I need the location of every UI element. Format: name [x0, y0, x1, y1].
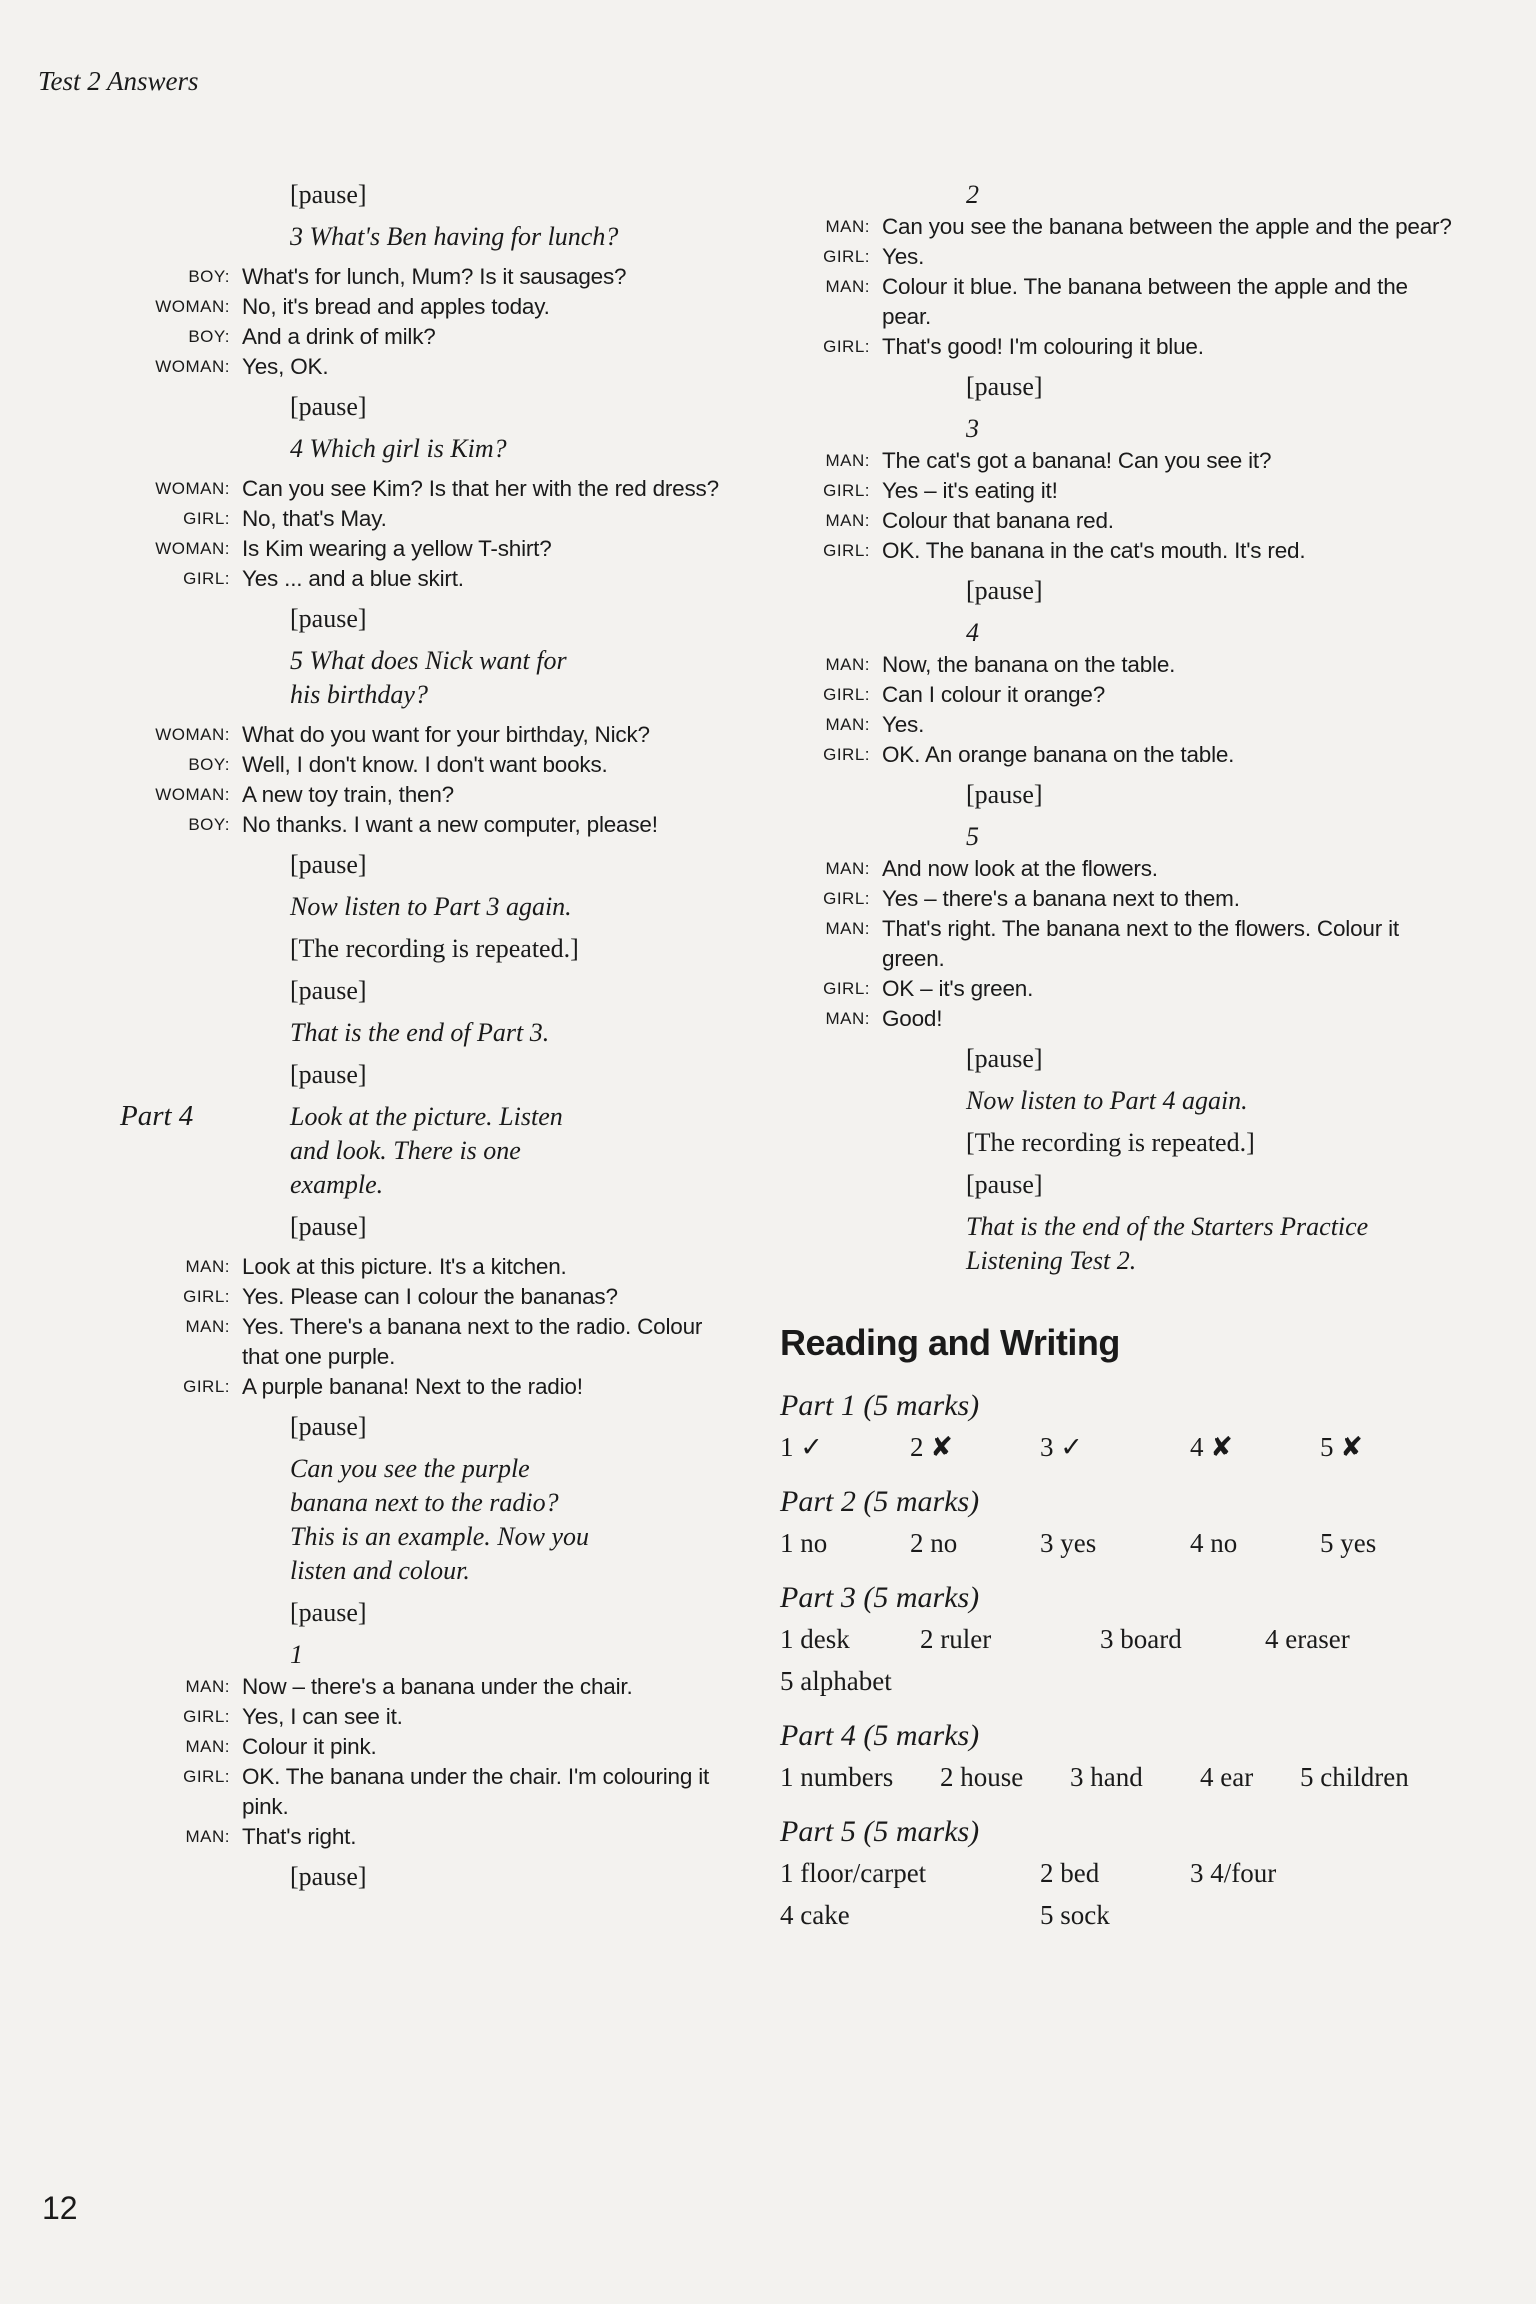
- dialogue-text: Is Kim wearing a yellow T-shirt?: [242, 536, 552, 561]
- speaker-label: MAN:: [185, 1677, 230, 1696]
- dialogue-text: Yes.: [882, 244, 925, 269]
- speaker-label: WOMAN:: [155, 297, 230, 316]
- dialogue-line: [150, 504, 740, 534]
- answer-item: 5 yes: [1320, 1528, 1377, 1558]
- dialogue-text: No, it's bread and apples today.: [242, 294, 550, 319]
- dialogue-line: [150, 1822, 740, 1852]
- speaker-label: MAN:: [825, 655, 870, 674]
- speaker-label: GIRL:: [823, 481, 870, 500]
- speaker-label: GIRL:: [183, 509, 230, 528]
- answer-item: 5 children: [1300, 1762, 1409, 1792]
- pause: [pause]: [966, 576, 1043, 605]
- dialogue-text: Now, the banana on the table.: [882, 652, 1176, 677]
- speaker-label: BOY:: [188, 755, 230, 774]
- answer-item: 4 no: [1190, 1528, 1238, 1558]
- dialogue: [150, 1252, 740, 1402]
- answer-item: 1 desk: [780, 1624, 850, 1654]
- speaker-label: GIRL:: [823, 979, 870, 998]
- item-number: 2: [966, 180, 979, 209]
- pause: [pause]: [290, 604, 367, 633]
- dialogue-line: [780, 506, 1460, 536]
- answer-item: 2 house: [940, 1762, 1024, 1792]
- answer-part-title: Part 3 (5 marks): [780, 1581, 980, 1614]
- dialogue-text: Can I colour it orange?: [882, 682, 1106, 707]
- dialogue-text: What's for lunch, Mum? Is it sausages?: [242, 264, 627, 289]
- answer-item: 3 4/four: [1190, 1858, 1277, 1888]
- dialogue-line: [150, 564, 740, 594]
- question-heading: 5 What does Nick want for his birthday?: [290, 646, 567, 709]
- answer-item: 4 cake: [780, 1900, 850, 1930]
- speaker-label: BOY:: [188, 327, 230, 346]
- answer-part-title: Part 5 (5 marks): [780, 1815, 980, 1848]
- dialogue-line: [780, 212, 1460, 242]
- dialogue-text: A purple banana! Next to the radio!: [242, 1374, 583, 1399]
- dialogue-line: [150, 474, 740, 504]
- dialogue-line: [150, 1312, 740, 1372]
- answer-item: 4 eraser: [1265, 1624, 1350, 1654]
- dialogue: [780, 446, 1460, 566]
- speaker-label: MAN:: [825, 1009, 870, 1028]
- answer-item: 3 yes: [1040, 1528, 1097, 1558]
- dialogue-line: [780, 242, 1460, 272]
- speaker-label: GIRL:: [183, 1767, 230, 1786]
- pause: [pause]: [966, 1044, 1043, 1073]
- answer-item: 3 board: [1100, 1624, 1182, 1654]
- dialogue-text: Good!: [882, 1006, 943, 1031]
- dialogue-text: Can you see the banana between the apple and the pear?: [882, 214, 1452, 239]
- answer-item: 2 ✘: [910, 1432, 953, 1462]
- dialogue-text: Yes, I can see it.: [242, 1704, 403, 1729]
- instruction: Look at the picture. Listen and look. There is one example.: [290, 1102, 563, 1199]
- answer-item: 2 no: [910, 1528, 958, 1558]
- question-heading: 3 What's Ben having for lunch?: [290, 222, 619, 251]
- speaker-label: GIRL:: [183, 1287, 230, 1306]
- dialogue: [780, 854, 1460, 1034]
- dialogue: [150, 262, 740, 382]
- answer-item: 4 ear: [1200, 1762, 1254, 1792]
- question-heading: 4 Which girl is Kim?: [290, 434, 507, 463]
- dialogue-line: [150, 292, 740, 322]
- answer-item: 3 ✓: [1040, 1432, 1083, 1462]
- speaker-label: MAN:: [825, 277, 870, 296]
- dialogue: [780, 212, 1460, 362]
- dialogue-text: Yes. There's a banana next to the radio. Colour that one purple.: [242, 1314, 703, 1369]
- answer-item: 2 bed: [1040, 1858, 1100, 1888]
- dialogue-line: [150, 262, 740, 292]
- dialogue-text: OK. The banana under the chair. I'm colouring it pink.: [242, 1764, 710, 1819]
- dialogue-text: Yes – it's eating it!: [882, 478, 1058, 503]
- dialogue-text: That's right.: [242, 1824, 357, 1849]
- answer-item: 3 hand: [1070, 1762, 1143, 1792]
- reading-writing-section: [780, 1322, 1460, 1936]
- speaker-label: GIRL:: [823, 337, 870, 356]
- speaker-label: MAN:: [825, 217, 870, 236]
- dialogue-text: What do you want for your birthday, Nick?: [242, 722, 650, 747]
- item-number: 5: [966, 822, 979, 851]
- speaker-label: GIRL:: [183, 569, 230, 588]
- instruction: That is the end of the Starters Practice Listening Test 2.: [966, 1212, 1369, 1275]
- instruction: Now listen to Part 4 again.: [966, 1086, 1248, 1115]
- dialogue-line: [780, 272, 1460, 332]
- dialogue-line: [780, 536, 1460, 566]
- dialogue-text: No, that's May.: [242, 506, 387, 531]
- section-heading: Reading and Writing: [780, 1322, 1120, 1363]
- dialogue-line: [150, 1732, 740, 1762]
- dialogue-text: OK – it's green.: [882, 976, 1034, 1001]
- dialogue-text: Colour that banana red.: [882, 508, 1114, 533]
- speaker-label: WOMAN:: [155, 357, 230, 376]
- dialogue-text: Yes, OK.: [242, 354, 329, 379]
- dialogue-text: Yes ... and a blue skirt.: [242, 566, 464, 591]
- instruction: That is the end of Part 3.: [290, 1018, 550, 1047]
- dialogue-text: The cat's got a banana! Can you see it?: [882, 448, 1272, 473]
- dialogue-text: Yes.: [882, 712, 925, 737]
- dialogue-line: [780, 446, 1460, 476]
- dialogue-text: No thanks. I want a new computer, please!: [242, 812, 658, 837]
- dialogue-text: OK. The banana in the cat's mouth. It's red.: [882, 538, 1306, 563]
- speaker-label: GIRL:: [823, 889, 870, 908]
- right-column: [780, 178, 1460, 1950]
- dialogue-text: And a drink of milk?: [242, 324, 436, 349]
- dialogue-line: [780, 710, 1460, 740]
- speaker-label: MAN:: [185, 1737, 230, 1756]
- dialogue-line: [780, 974, 1460, 1004]
- instruction: [The recording is repeated.]: [966, 1128, 1255, 1157]
- speaker-label: BOY:: [188, 815, 230, 834]
- dialogue-line: [150, 322, 740, 352]
- instruction: Now listen to Part 3 again.: [290, 892, 572, 921]
- dialogue-text: Well, I don't know. I don't want books.: [242, 752, 608, 777]
- speaker-label: MAN:: [185, 1827, 230, 1846]
- dialogue-text: Colour it blue. The banana between the apple and the pear.: [882, 274, 1408, 329]
- answer-part-title: Part 2 (5 marks): [780, 1485, 980, 1518]
- part-label: Part 4: [120, 1100, 194, 1132]
- dialogue: [150, 474, 740, 594]
- pause: [pause]: [290, 850, 367, 879]
- speaker-label: GIRL:: [183, 1707, 230, 1726]
- answer-part-title: Part 1 (5 marks): [780, 1389, 980, 1422]
- pause: [pause]: [290, 1412, 367, 1441]
- speaker-label: GIRL:: [183, 1377, 230, 1396]
- answer-part-title: Part 4 (5 marks): [780, 1719, 980, 1752]
- pause: [pause]: [290, 1212, 367, 1241]
- dialogue-line: [780, 914, 1460, 974]
- pause: [pause]: [290, 1598, 367, 1627]
- dialogue-line: [150, 810, 740, 840]
- speaker-label: WOMAN:: [155, 539, 230, 558]
- dialogue: [780, 650, 1460, 770]
- pause: [pause]: [966, 372, 1043, 401]
- speaker-label: WOMAN:: [155, 725, 230, 744]
- speaker-label: BOY:: [188, 267, 230, 286]
- dialogue-line: [150, 534, 740, 564]
- speaker-label: MAN:: [185, 1257, 230, 1276]
- dialogue-text: That's right. The banana next to the flowers. Colour it green.: [882, 916, 1399, 971]
- dialogue-line: [150, 1372, 740, 1402]
- dialogue-text: Can you see Kim? Is that her with the red dress?: [242, 476, 719, 501]
- dialogue-line: [150, 1672, 740, 1702]
- dialogue-line: [150, 1252, 740, 1282]
- page-number: 12: [42, 2190, 78, 2226]
- dialogue-line: [150, 720, 740, 750]
- answer-item: 1 ✓: [780, 1432, 823, 1462]
- dialogue-line: [780, 740, 1460, 770]
- item-number: 1: [290, 1640, 303, 1669]
- speaker-label: MAN:: [825, 511, 870, 530]
- answer-item: 5 ✘: [1320, 1432, 1363, 1462]
- dialogue-text: A new toy train, then?: [242, 782, 454, 807]
- pause: [pause]: [290, 976, 367, 1005]
- speaker-label: GIRL:: [823, 541, 870, 560]
- dialogue-text: And now look at the flowers.: [882, 856, 1158, 881]
- left-column: [120, 178, 740, 1894]
- dialogue-line: [150, 750, 740, 780]
- dialogue-text: That's good! I'm colouring it blue.: [882, 334, 1204, 359]
- dialogue-line: [150, 1762, 740, 1822]
- speaker-label: MAN:: [825, 919, 870, 938]
- speaker-label: WOMAN:: [155, 785, 230, 804]
- pause: [pause]: [290, 180, 367, 209]
- answer-item: 4 ✘: [1190, 1432, 1233, 1462]
- dialogue-text: Yes. Please can I colour the bananas?: [242, 1284, 618, 1309]
- dialogue-line: [150, 1282, 740, 1312]
- answer-item: 1 no: [780, 1528, 828, 1558]
- pause: [pause]: [966, 780, 1043, 809]
- speaker-label: GIRL:: [823, 685, 870, 704]
- item-number: 3: [966, 414, 979, 443]
- speaker-label: WOMAN:: [155, 479, 230, 498]
- answer-item: 1 numbers: [780, 1762, 894, 1792]
- answer-item: 2 ruler: [920, 1624, 992, 1654]
- speaker-label: MAN:: [185, 1317, 230, 1336]
- dialogue-line: [780, 476, 1460, 506]
- dialogue-line: [780, 332, 1460, 362]
- dialogue-line: [150, 1702, 740, 1732]
- dialogue: [150, 1672, 740, 1852]
- instruction: Can you see the purple banana next to the radio? This is an example. Now you listen and colour.: [290, 1454, 589, 1585]
- running-head: Test 2 Answers: [38, 66, 199, 96]
- dialogue-line: [780, 884, 1460, 914]
- dialogue-text: OK. An orange banana on the table.: [882, 742, 1235, 767]
- answer-item: 5 sock: [1040, 1900, 1110, 1930]
- answer-key: [780, 1386, 1460, 1936]
- pause: [pause]: [290, 392, 367, 421]
- dialogue-text: Look at this picture. It's a kitchen.: [242, 1254, 567, 1279]
- dialogue-text: Yes – there's a banana next to them.: [882, 886, 1240, 911]
- answer-item: 5 alphabet: [780, 1666, 892, 1696]
- dialogue-line: [150, 352, 740, 382]
- dialogue-text: Colour it pink.: [242, 1734, 377, 1759]
- speaker-label: MAN:: [825, 859, 870, 878]
- dialogue-text: Now – there's a banana under the chair.: [242, 1674, 633, 1699]
- dialogue-line: [780, 680, 1460, 710]
- pause: [pause]: [290, 1060, 367, 1089]
- instruction: [The recording is repeated.]: [290, 934, 579, 963]
- speaker-label: GIRL:: [823, 745, 870, 764]
- speaker-label: GIRL:: [823, 247, 870, 266]
- answer-item: 1 floor/carpet: [780, 1858, 927, 1888]
- dialogue-line: [150, 780, 740, 810]
- dialogue: [150, 720, 740, 840]
- speaker-label: MAN:: [825, 715, 870, 734]
- pause: [pause]: [966, 1170, 1043, 1199]
- dialogue-line: [780, 650, 1460, 680]
- dialogue-line: [780, 854, 1460, 884]
- pause: [pause]: [290, 1862, 367, 1891]
- dialogue-line: [780, 1004, 1460, 1034]
- item-number: 4: [966, 618, 979, 647]
- speaker-label: MAN:: [825, 451, 870, 470]
